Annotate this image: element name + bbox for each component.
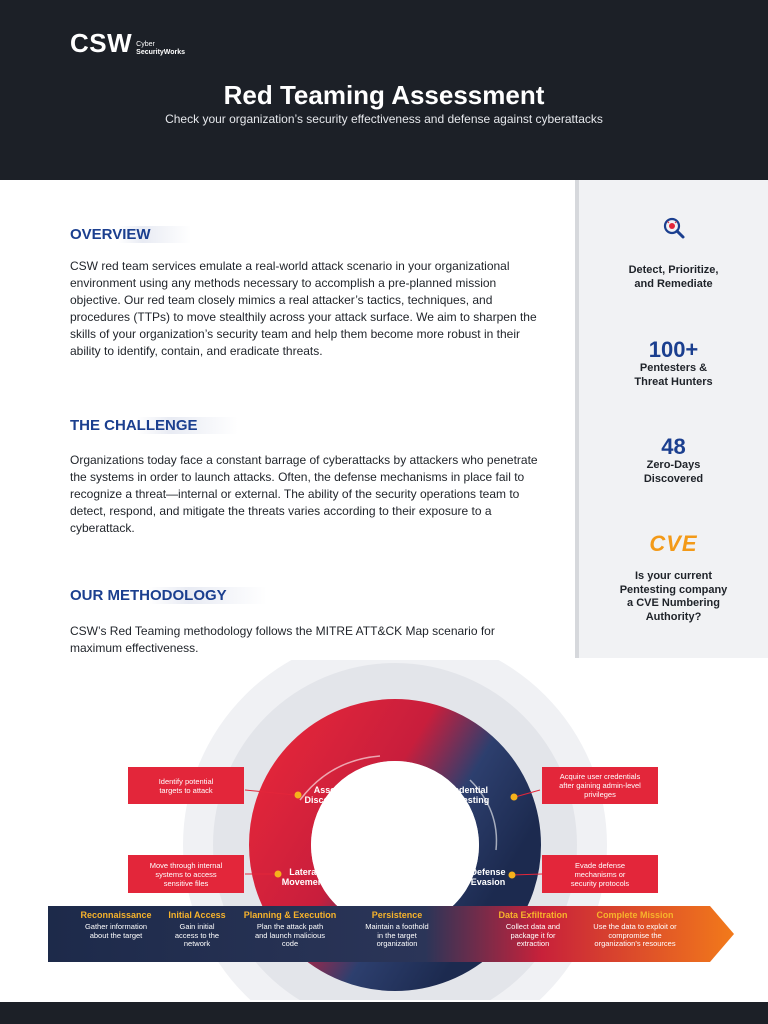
cve-q4: Authority? bbox=[645, 610, 702, 623]
page-footer bbox=[0, 1002, 768, 1024]
pentesters-stat bbox=[579, 338, 768, 389]
callout-acquire-1: Acquire user credentials bbox=[559, 772, 641, 781]
stage-desc-line: in the target bbox=[377, 930, 417, 940]
callout-move-3: sensitive files bbox=[163, 878, 209, 888]
challenge-text: Organizations today face a constant barrage of cyberattacks by attackers who penetrate the systems in order to launch attacks. Often, the defense mechanisms in place fail to recognize a threat—internal or external. The ability of the security operations team to detect, respond, and mitigate the threats varies according to their exposure to a cyberattack. bbox=[70, 453, 538, 535]
detect-line1: Detect, Prioritize, bbox=[628, 264, 719, 276]
phase-asset-2: Discovery bbox=[304, 795, 348, 805]
stage-title: Initial Access bbox=[168, 910, 226, 920]
phase-credential-2: Harvesting bbox=[442, 795, 490, 805]
pentesters-line1: Pentesters & bbox=[639, 362, 708, 374]
stage-desc-line: organization bbox=[376, 939, 418, 948]
stage-title: Reconnaissance bbox=[80, 910, 152, 920]
stage-desc-line: access to the bbox=[174, 930, 220, 940]
callout-move-internal bbox=[128, 855, 244, 893]
callout-identify-2: targets to attack bbox=[159, 785, 213, 795]
stage-data-exfiltration bbox=[488, 910, 578, 949]
stage-initial-access bbox=[160, 910, 234, 949]
callout-move-1: Move through internal bbox=[149, 860, 223, 870]
stage-desc-line: extraction bbox=[516, 939, 550, 948]
pentesters-line2: Threat Hunters bbox=[634, 375, 713, 388]
overview-heading: OVERVIEW bbox=[70, 226, 191, 243]
callout-evade-defense bbox=[542, 855, 658, 893]
stage-title: Planning & Execution bbox=[243, 910, 337, 920]
cve-logo bbox=[579, 531, 768, 557]
callout-acquire-2: after gaining admin-level bbox=[559, 781, 641, 790]
stage-persistence bbox=[350, 910, 444, 949]
callout-identify-targets bbox=[128, 767, 244, 804]
stage-complete-mission bbox=[582, 910, 688, 949]
zero-days-count: 48 bbox=[661, 434, 686, 459]
stage-desc-line: Gather information bbox=[84, 922, 148, 931]
stage-desc-line: Maintain a foothold bbox=[365, 922, 429, 931]
phase-asset-1: Asset bbox=[313, 785, 339, 795]
pentesters-count: 100+ bbox=[648, 337, 699, 362]
phase-defense-1: Defense bbox=[470, 867, 506, 877]
stage-title: Data Exfiltration bbox=[498, 910, 568, 920]
overview-text: CSW red team services emulate a real-world attack scenario in your organizational environment using any methods necessary to accomplish a pre-planned mission objective. Our red team closely mimics a real attacker’s tactics, techniques, and procedures (TTPs) to move stealthily across your attack surface. We aim to sharpen the skills of your organization’s security team and help them become more robust in their ability to identify, contain, and eradicate threats. bbox=[70, 259, 537, 358]
csw-logo[interactable] bbox=[70, 28, 185, 59]
challenge-heading: THE CHALLENGE bbox=[70, 417, 238, 434]
stage-desc-line: Gain initial bbox=[179, 922, 215, 931]
stage-planning-execution bbox=[234, 910, 346, 949]
methodology-diagram bbox=[0, 660, 768, 1000]
page-header bbox=[0, 0, 768, 180]
stage-desc-line: organization’s resources bbox=[594, 939, 676, 948]
stage-desc-line: compromise the bbox=[608, 930, 662, 940]
stage-desc-line: package it for bbox=[510, 930, 556, 940]
zero-days-line2: Discovered bbox=[643, 472, 704, 485]
phase-lateral-1: Lateral bbox=[289, 867, 319, 877]
detect-line2: and Remediate bbox=[634, 277, 713, 290]
zero-days-stat bbox=[579, 435, 768, 486]
logo-subtext bbox=[136, 41, 185, 57]
zero-days-line1: Zero-Days bbox=[646, 459, 701, 471]
methodology-heading: OUR METHODOLOGY bbox=[70, 587, 267, 604]
cve-logo-text: CVE bbox=[649, 531, 698, 556]
logo-sub-line2: SecurityWorks bbox=[136, 48, 186, 56]
page-title: Red Teaming Assessment bbox=[223, 80, 545, 110]
callout-evade-1: Evade defense bbox=[574, 860, 626, 870]
phase-credential-1: Credential bbox=[443, 785, 488, 795]
stage-desc-line: network bbox=[183, 939, 211, 948]
stage-reconnaissance bbox=[72, 910, 160, 940]
stage-title: Complete Mission bbox=[596, 910, 674, 920]
callout-move-2: systems to access bbox=[155, 869, 217, 879]
phase-credential-harvesting bbox=[436, 785, 496, 805]
detect-block bbox=[579, 264, 768, 291]
logo-mark: CSW bbox=[70, 28, 133, 58]
callout-acquire-credentials bbox=[542, 767, 658, 804]
cve-q2: Pentesting company bbox=[619, 583, 728, 596]
callout-evade-2: mechanisms or bbox=[574, 869, 626, 879]
stage-desc-line: Use the data to exploit or bbox=[593, 922, 677, 931]
cve-q1: Is your current bbox=[634, 570, 713, 582]
phase-defense-2: Evasion bbox=[470, 877, 506, 887]
page-subtitle: Check your organization’s security effectiveness and defense against cyberattacks bbox=[165, 112, 603, 126]
phase-asset-discovery bbox=[298, 785, 354, 805]
stage-desc-line: and launch malicious bbox=[254, 930, 326, 940]
callout-acquire-3: privileges bbox=[584, 790, 616, 799]
cve-q3: a CVE Numbering bbox=[627, 597, 720, 609]
stage-desc-line: Collect data and bbox=[505, 922, 561, 931]
phase-defense-evasion bbox=[460, 867, 516, 887]
callout-evade-3: security protocols bbox=[570, 878, 630, 888]
stage-title: Persistence bbox=[371, 910, 423, 920]
stage-desc-line: Plan the attack path bbox=[256, 922, 324, 931]
stats-sidebar bbox=[575, 180, 768, 658]
callout-identify-1: Identify potential bbox=[158, 776, 214, 786]
phase-lateral-2: Movement bbox=[281, 877, 327, 887]
cve-question bbox=[579, 570, 768, 624]
logo-sub-line1: Cyber bbox=[136, 40, 155, 48]
magnifier-bug-icon bbox=[579, 214, 768, 247]
phase-lateral-movement bbox=[274, 867, 334, 887]
stage-desc-line: about the target bbox=[89, 930, 143, 940]
stage-desc-line: code bbox=[281, 939, 299, 948]
methodology-text: CSW’s Red Teaming methodology follows the MITRE ATT&CK Map scenario for maximum effectiveness. bbox=[70, 624, 495, 655]
